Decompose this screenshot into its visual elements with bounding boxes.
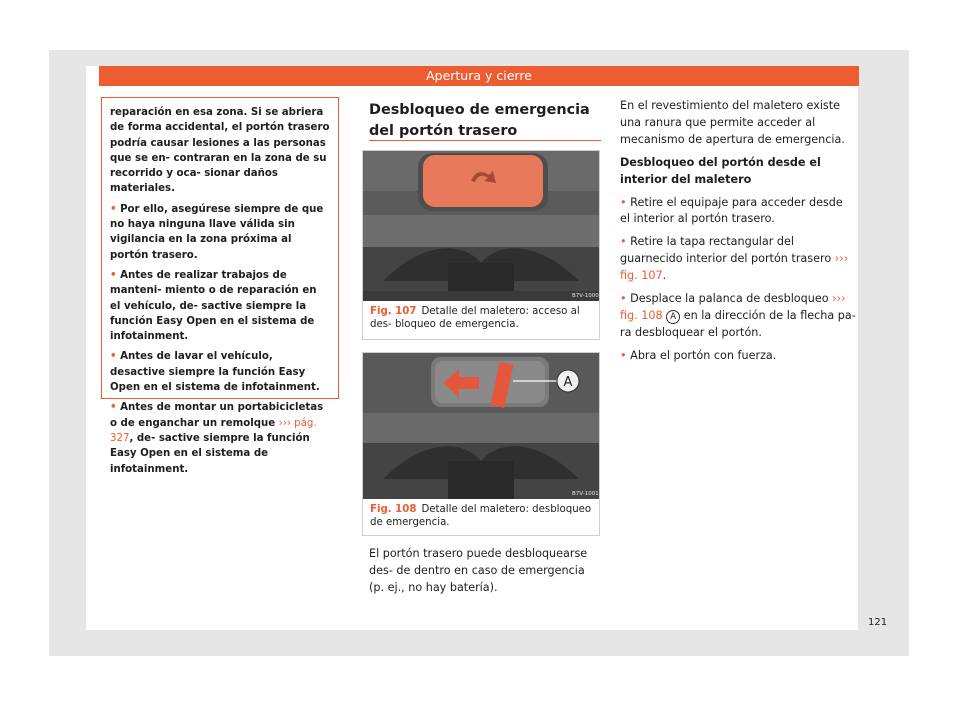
figure-number: Fig. 108 xyxy=(370,504,417,515)
marker-a-icon: A xyxy=(666,310,680,324)
bullet-icon: • xyxy=(110,351,117,363)
instruction-step: • Retire la tapa rectangular del guarnecido interior del portón trasero ››› fig. 107. xyxy=(620,235,849,283)
warning-box xyxy=(101,97,339,475)
emergency-release-photo xyxy=(363,353,599,499)
bullet-icon: • xyxy=(110,269,117,281)
body-paragraph: En el revestimiento del maletero existe una ranura que permite acceder al mecanismo de apertura de emergencia. xyxy=(620,99,845,146)
callout-a-icon: A xyxy=(563,375,573,390)
photo-code: B7V-1000 xyxy=(572,293,599,299)
bullet-icon: • xyxy=(620,195,627,209)
warning-bullet: • Antes de lavar el vehículo, desactive siempre la función Easy Open en el sistema de infotainment. xyxy=(110,351,320,394)
instructions-column xyxy=(620,98,856,371)
figure-reference-link[interactable]: ››› fig. 107 xyxy=(620,252,849,283)
warning-bullet: • Por ello, asegúrese siempre de que no haya ninguna llave válida sin vigilancia en la zona próxima al portón trasero. xyxy=(110,203,324,261)
figure-number: Fig. 107 xyxy=(370,306,417,317)
chapter-title: Apertura y cierre xyxy=(426,68,532,83)
instruction-step: • Retire el equipaje para acceder desde el interior al portón trasero. xyxy=(620,195,843,226)
figure-108 xyxy=(362,352,600,536)
figure-caption: Fig. 107 Detalle del maletero: acceso al des- bloqueo de emergencia. xyxy=(370,306,580,331)
bullet-icon: • xyxy=(620,348,627,362)
section-heading: Desbloqueo de emergencia del portón trasero xyxy=(369,102,590,139)
warning-bullet: • Antes de montar un portabicicletas o de enganchar un remolque ››› pág. 327, de- sactive siempre la función Easy Open en el sistema de infotainment. xyxy=(110,402,324,475)
page-number: 121 xyxy=(868,617,888,628)
warning-intro: reparación en esa zona. Si se abriera de forma accidental, el portón trasero podría causar lesiones a las personas que se en- contraran en la zona de su recorrido y oca- sionar daños materiales. xyxy=(110,107,330,195)
trunk-access-photo xyxy=(363,151,599,301)
heading-divider xyxy=(369,140,601,141)
figure-reference-link[interactable]: ››› fig. 108 xyxy=(620,292,846,322)
instruction-step: • Abra el portón con fuerza. xyxy=(620,348,777,362)
instruction-step: • Desplace la palanca de desbloqueo ››› fig. 108 A en la dirección de la flecha pa- ra desbloquear el portón. xyxy=(620,292,856,339)
page-reference-link[interactable]: ››› pág. 327 xyxy=(110,417,317,444)
figure-107 xyxy=(362,150,600,340)
subheading: Desbloqueo del portón desde el interior del maletero xyxy=(620,155,821,186)
bullet-icon: • xyxy=(110,203,117,215)
bullet-icon: • xyxy=(110,402,117,414)
bullet-icon: • xyxy=(620,292,627,306)
bullet-icon: • xyxy=(620,235,627,249)
photo-code: B7V-1001 xyxy=(572,491,599,497)
body-paragraph: El portón trasero puede desbloquearse des- de dentro en caso de emergencia (p. ej., no hay batería). xyxy=(369,547,588,594)
figure-caption: Fig. 108 Detalle del maletero: desbloqueo de emergencia. xyxy=(370,504,592,529)
warning-bullet: • Antes de realizar trabajos de manteni- miento o de reparación en el vehículo, de- sactive siempre la función Easy Open en el sistema de infotainment. xyxy=(110,269,317,343)
